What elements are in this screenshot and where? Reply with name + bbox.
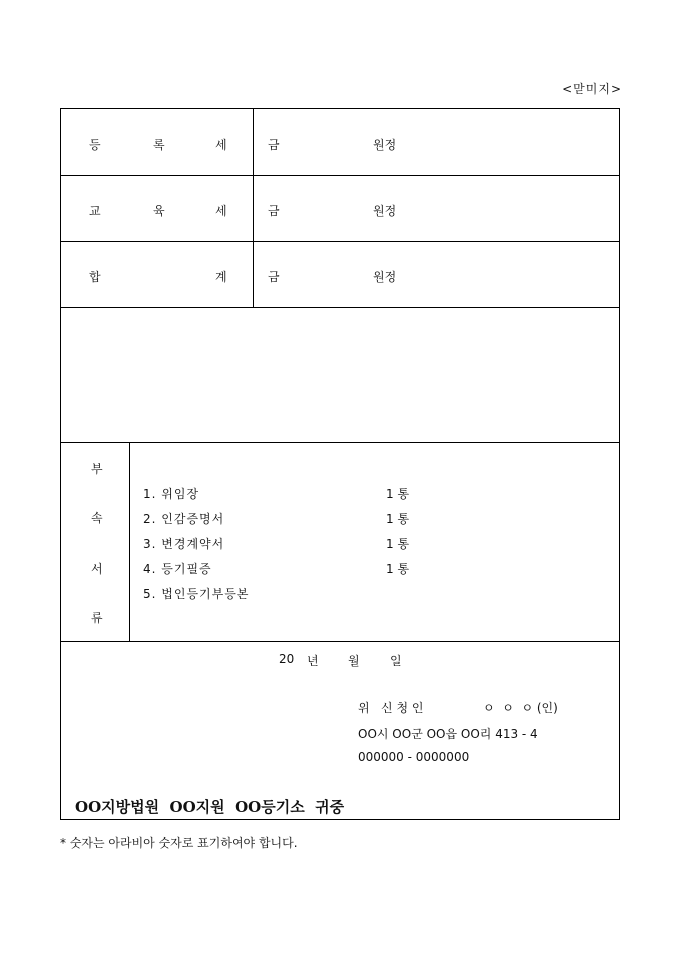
row-divider xyxy=(61,307,619,308)
application-form xyxy=(60,108,620,820)
applicant-label: 위 신 청 인 xyxy=(358,701,424,715)
row-divider xyxy=(61,641,619,642)
attachments-label-char: 부 xyxy=(91,462,103,476)
tax-label-char: 등 xyxy=(89,138,101,152)
date-month-unit: 월 xyxy=(348,654,360,668)
amount-suffix: 원정 xyxy=(373,138,397,152)
amount-suffix: 원정 xyxy=(373,270,397,284)
attachment-qty: 1 통 xyxy=(386,562,410,576)
tax-label-char: 합 xyxy=(89,270,101,284)
attachment-item: 1. 위임장 xyxy=(143,487,200,501)
amount-prefix: 금 xyxy=(268,138,280,152)
applicant-address: OO시 OO군 OO읍 OO리 413 - 4 xyxy=(358,727,538,741)
amount-prefix: 금 xyxy=(268,270,280,284)
attachment-qty: 1 통 xyxy=(386,512,410,526)
attachment-qty: 1 통 xyxy=(386,487,410,501)
attachment-item: 3. 변경계약서 xyxy=(143,537,225,551)
column-divider xyxy=(253,109,254,307)
row-divider xyxy=(61,175,619,176)
tax-label-char: 계 xyxy=(215,270,227,284)
attachment-item: 2. 인감증명서 xyxy=(143,512,225,526)
tax-label-char: 세 xyxy=(215,204,227,218)
applicant-id-number: 000000 - 0000000 xyxy=(358,750,470,764)
footnote: * 숫자는 아라비아 숫자로 표기하여야 합니다. xyxy=(60,836,298,850)
row-divider xyxy=(61,241,619,242)
attachments-label-char: 서 xyxy=(91,562,103,576)
tax-label-char: 육 xyxy=(153,204,165,218)
column-divider xyxy=(129,442,130,641)
attachment-item: 4. 등기필증 xyxy=(143,562,212,576)
date-day-unit: 일 xyxy=(390,654,402,668)
attachments-label-char: 속 xyxy=(91,511,103,525)
row-divider xyxy=(61,442,619,443)
date-year-unit: 년 xyxy=(307,654,319,668)
amount-prefix: 금 xyxy=(268,204,280,218)
tax-label-char: 세 xyxy=(215,138,227,152)
court-addressee: OO지방법원 OO지원 OO등기소 귀중 xyxy=(75,798,345,816)
applicant-name: ㅇ ㅇ ㅇ (인) xyxy=(483,701,558,715)
tax-label-char: 록 xyxy=(153,138,165,152)
page-note: <맏미지> xyxy=(562,82,622,96)
date-year: 20 xyxy=(279,652,295,666)
tax-label-char: 교 xyxy=(89,204,101,218)
attachments-label-char: 류 xyxy=(91,611,103,625)
attachment-item: 5. 법인등기부등본 xyxy=(143,587,250,601)
amount-suffix: 원정 xyxy=(373,204,397,218)
attachment-qty: 1 통 xyxy=(386,537,410,551)
